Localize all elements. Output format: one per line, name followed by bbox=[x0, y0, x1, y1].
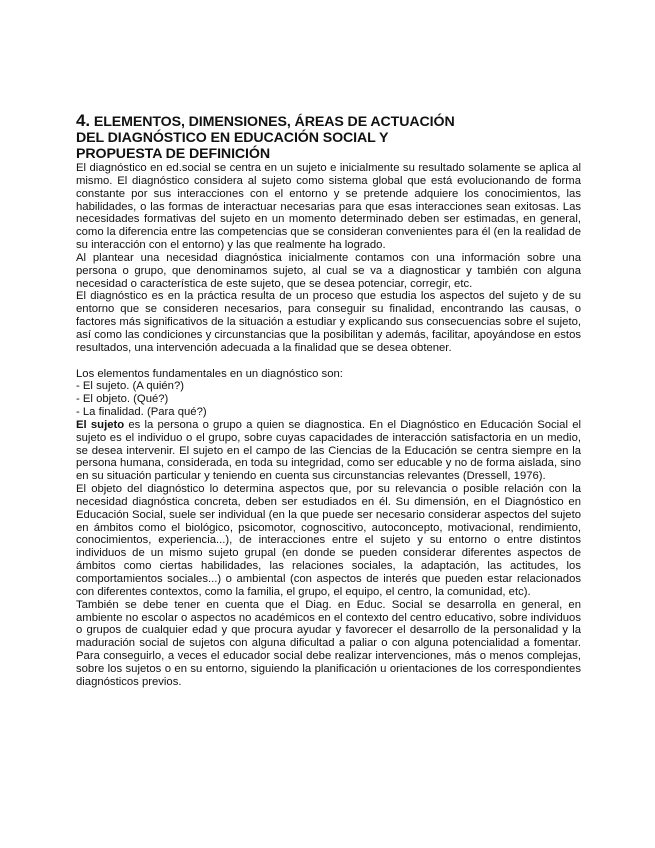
elements-intro: Los elementos fundamentales en un diagnóstico son: bbox=[76, 367, 343, 380]
heading-line-3: PROPUESTA DE DEFINICIÓN bbox=[76, 146, 270, 162]
paragraph-proceso-diagnostico: El diagnóstico es en la práctica resulta de un proceso que estudia los aspectos del sujeto y de su entorno que se consideren necesarios, para conseguir su finalidad, encontrando las causas, o factores más significativos de la situación a estudiar y explicando sus consecuencias sobre el sujeto, así como las condiciones y circunstancias que la posibilitan y además, facilitar, apoyándose en estos resultados, una intervención adecuada a la finalidad que se desea obtener. bbox=[76, 290, 581, 354]
heading-line-1 bbox=[76, 111, 455, 130]
paragraph-el-sujeto bbox=[76, 419, 581, 483]
paragraph-el-objeto: El objeto del diagnóstico lo determina aspectos que, por su relevancia o posible relación con la necesidad diagnóstica concreta, deben ser estudiados en él. Su dimensión, en el Diagnóstico en Educación Social, suele ser individual (en la que puede ser necesario considerar aspectos del sujeto en ámbitos como el biológico, psicomotor, cognoscitivo, autoconcepto, motivacional, rendimiento, conocimientos, experiencia...), de interacciones entre el sujeto y su entorno o entre distintos individuos de un mismo sujeto grupal (en donde se pueden considerar diferentes aspectos de ámbitos como ciertas habilidades, las relaciones sociales, la adaptación, las actitudes, los comportamientos sociales...) o ambiental (con aspectos de interés que pueden estar relacionados con diferentes contextos, como la familia, el grupo, el equipo, el centro, la comunidad, etc). bbox=[76, 483, 581, 598]
paragraph-ambito-educacion-social: También se debe tener en cuenta que el Diag. en Educ. Social se desarrolla en general, en ambiente no escolar o aspectos no académicos en el contexto del centro educativo, sobre individuos o grupos de cualquier edad y que procura ayudar y favorecer el desarrollo de la personalidad y la maduración social de sujetos con alguna dificultad a paliar o con alguna potencialidad a fomentar. Para conseguirlo, a veces el educador social debe realizar intervenciones, más o menos complejas, sobre los sujetos o en su entorno, siguiendo la planificación u orientaciones de los correspondientes diagnósticos previos. bbox=[76, 598, 581, 688]
paragraph-centro-sujeto: El diagnóstico en ed.social se centra en un sujeto e inicialmente su resultado solamente se aplica al mismo. El diagnóstico considera al sujeto como sistema global que está evolucionando de forma constante por sus interacciones con el entorno y se pretende adquiere los conocimientos, las habilidades, o las formas de interactuar necesarias para que esas interacciones sean exitosas. Las necesidades formativas del sujeto en un momento determinado deben ser estimadas, en general, como la diferencia entre las competencias que se consideran convenientes para él (en la realidad de su interacción con el entorno) y las que realmente ha logrado. bbox=[76, 162, 581, 252]
list-item: - El sujeto. (A quién?) bbox=[76, 380, 185, 393]
paragraph-el-sujeto-text: es la persona o grupo a quien se diagnostica. En el Diagnóstico en Educación Social el sujeto es el individuo o el grupo, sobre cuyas capacidades de interacción satisfactoria en un medio, se desea intervenir. El sujeto en el campo de las Ciencias de la Educación se centra siempre en la persona humana, considerada, en toda su integridad, como ser educable y no de forma aislada, sino en su situación particular y teniendo en cuenta sus circunstancias relevantes (Dressell, 1976). bbox=[76, 418, 581, 483]
paragraph-spacer bbox=[76, 355, 581, 368]
paragraph-necesidad-diagnostica: Al plantear una necesidad diagnóstica inicialmente contamos con una información sobre una persona o grupo, que denominamos sujeto, al cual se va a diagnosticar y también con alguna necesidad o característica de este sujeto, que se desea potenciar, corregir, etc. bbox=[76, 251, 581, 290]
elements-list bbox=[76, 380, 581, 419]
term-el-sujeto: El sujeto bbox=[76, 418, 125, 431]
heading-line-2: DEL DIAGNÓSTICO EN EDUCACIÓN SOCIAL Y bbox=[76, 130, 389, 146]
heading-line-1-text: ELEMENTOS, DIMENSIONES, ÁREAS DE ACTUACIÓN bbox=[93, 114, 455, 130]
document-body bbox=[76, 162, 581, 689]
section-heading bbox=[76, 113, 581, 162]
list-item: - El objeto. (Qué?) bbox=[76, 393, 169, 406]
document-page bbox=[76, 113, 581, 689]
section-number: 4. bbox=[76, 111, 90, 130]
list-item: - La finalidad. (Para qué?) bbox=[76, 406, 207, 419]
